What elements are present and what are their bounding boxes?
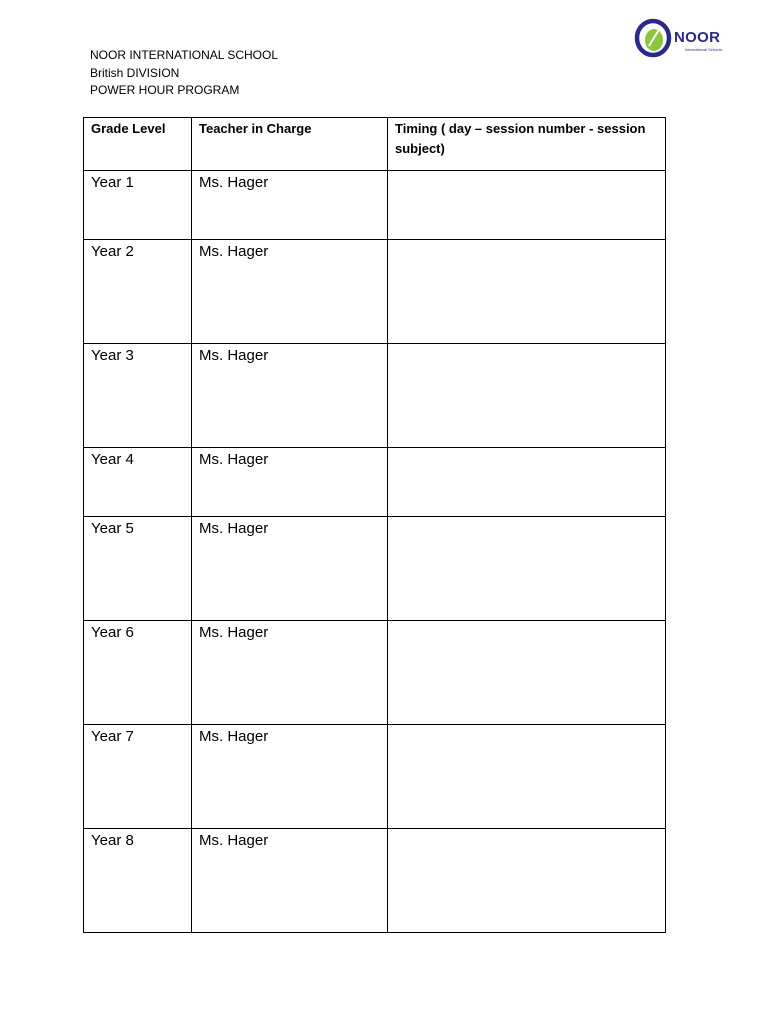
grade-cell: Year 4 — [84, 448, 192, 517]
timing-cell[interactable] — [388, 344, 666, 448]
logo-wordmark: NOOR — [674, 29, 721, 46]
grade-cell: Year 6 — [84, 621, 192, 725]
table-row — [84, 240, 666, 344]
teacher-cell: Ms. Hager — [192, 829, 388, 933]
logo-subtitle: International Schools — [685, 47, 723, 52]
table-row — [84, 621, 666, 725]
grade-cell: Year 1 — [84, 171, 192, 240]
table-row — [84, 829, 666, 933]
teacher-cell: Ms. Hager — [192, 171, 388, 240]
grade-cell: Year 5 — [84, 517, 192, 621]
timing-cell[interactable] — [388, 171, 666, 240]
grade-cell: Year 3 — [84, 344, 192, 448]
grade-cell: Year 8 — [84, 829, 192, 933]
power-hour-table — [83, 117, 666, 933]
grade-cell: Year 7 — [84, 725, 192, 829]
column-header-teacher: Teacher in Charge — [192, 118, 388, 171]
noor-logo — [633, 16, 733, 60]
teacher-cell: Ms. Hager — [192, 517, 388, 621]
grade-cell: Year 2 — [84, 240, 192, 344]
teacher-cell: Ms. Hager — [192, 621, 388, 725]
teacher-cell: Ms. Hager — [192, 240, 388, 344]
table-row — [84, 448, 666, 517]
table-row — [84, 517, 666, 621]
teacher-cell: Ms. Hager — [192, 344, 388, 448]
table-header-row — [84, 118, 666, 171]
table-row — [84, 344, 666, 448]
school-name: NOOR INTERNATIONAL SCHOOL — [90, 48, 279, 62]
timing-cell[interactable] — [388, 448, 666, 517]
timing-cell[interactable] — [388, 621, 666, 725]
table-row — [84, 171, 666, 240]
timing-cell[interactable] — [388, 240, 666, 344]
column-header-timing: Timing ( day – session number - session subject) — [388, 118, 666, 171]
table-row — [84, 725, 666, 829]
timing-cell[interactable] — [388, 829, 666, 933]
teacher-cell: Ms. Hager — [192, 448, 388, 517]
program-title: POWER HOUR PROGRAM — [90, 83, 240, 97]
noor-logo-icon — [633, 16, 673, 60]
division-name: British DIVISION — [90, 65, 180, 80]
teacher-cell: Ms. Hager — [192, 725, 388, 829]
document-header — [90, 47, 278, 100]
timing-cell[interactable] — [388, 517, 666, 621]
column-header-grade: Grade Level — [84, 118, 192, 171]
timing-cell[interactable] — [388, 725, 666, 829]
